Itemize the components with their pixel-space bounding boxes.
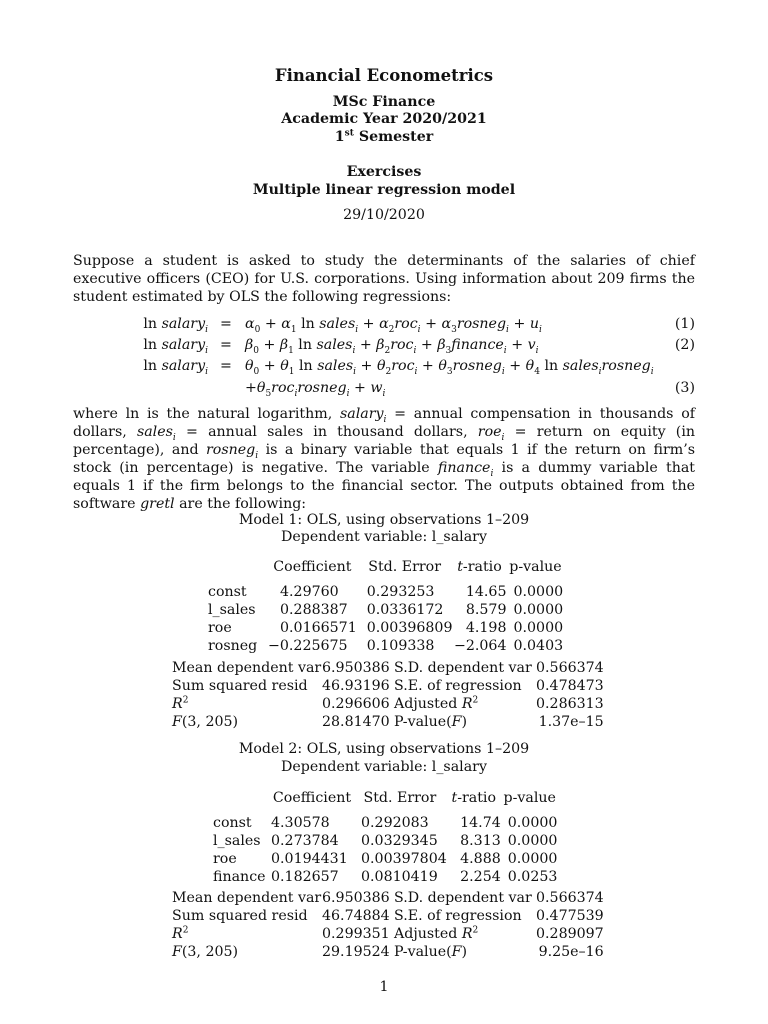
column-header: t-ratio xyxy=(457,559,502,575)
equation-equals: = xyxy=(220,358,232,374)
semester-number: 1 xyxy=(334,129,345,145)
model-1-coefficients-table xyxy=(208,558,564,655)
equation-lhs: ln salary$_i$ xyxy=(143,337,208,356)
intro-text: Suppose a student is asked to study the determinants of the salaries of chief executive officers (CEO) for U.S. corporations. Using information about 209 firms the student estimated by OLS the following regressions: xyxy=(73,253,695,305)
model-1-stats-table xyxy=(172,659,604,731)
page-number: 1 xyxy=(379,979,389,995)
course-title: Financial Econometrics xyxy=(274,66,494,85)
table-row: l_sales 0.273784 0.0329345 8.313 0.0000 xyxy=(213,833,558,849)
column-header: p-value xyxy=(503,790,556,806)
model-2-coefficients-table xyxy=(213,789,559,886)
equation-number: (3) xyxy=(674,380,695,396)
equation-2 xyxy=(0,336,768,354)
program-name: MSc Finance xyxy=(332,94,436,110)
equation-number: (2) xyxy=(674,337,695,353)
model-2-stats-table xyxy=(172,889,604,961)
equation-lhs: ln salary$_i$ xyxy=(143,316,208,335)
column-header: Coefficient xyxy=(272,790,352,806)
equation-number: (1) xyxy=(674,316,695,332)
column-header: Std. Error xyxy=(368,559,441,575)
model-2-dependent: Dependent variable: l_salary xyxy=(281,759,487,775)
table-row: Mean dependent var 6.950386 S.D. dependent var 0.566374 xyxy=(172,890,604,906)
column-header: Coefficient xyxy=(273,559,352,575)
model-1-dependent: Dependent variable: l_salary xyxy=(281,529,487,545)
document-date: 29/10/2020 xyxy=(343,207,425,223)
equation-lhs: ln salary$_i$ xyxy=(143,358,208,377)
table-row: $R^2$ 0.296606 Adjusted $R^2$ 0.286313 xyxy=(172,695,604,712)
equation-3 xyxy=(0,357,768,375)
table-row: const 4.29760 0.293253 14.65 0.0000 xyxy=(208,584,564,600)
table-row: l_sales 0.288387 0.0336172 8.579 0.0000 xyxy=(208,602,564,618)
column-header: Std. Error xyxy=(363,790,437,806)
column-header: t-ratio xyxy=(451,790,497,806)
equation-equals: = xyxy=(220,316,232,332)
equation-rhs: $\beta_0 + \beta_1$ ln sales$_i$ + $\beta_2roc_i$ + $\beta_3finance_i + v_i$ xyxy=(245,337,539,356)
equation-equals: = xyxy=(220,337,232,353)
semester-suffix: st xyxy=(344,128,354,139)
table-row: $R^2$ 0.299351 Adjusted $R^2$ 0.289097 xyxy=(172,925,604,942)
table-row: Sum squared resid 46.93196 S.E. of regression 0.478473 xyxy=(172,678,604,694)
table-row: finance 0.182657 0.0810419 2.254 0.0253 xyxy=(213,869,558,885)
topic-title: Multiple linear regression model xyxy=(252,182,516,198)
table-header-row xyxy=(213,789,559,807)
table-row: const 4.30578 0.292083 14.74 0.0000 xyxy=(213,815,558,831)
table-row: Sum squared resid 46.74884 S.E. of regression 0.477539 xyxy=(172,908,604,924)
semester-word: Semester xyxy=(358,129,434,145)
table-row: Mean dependent var 6.950386 S.D. dependent var 0.566374 xyxy=(172,660,604,676)
section-title: Exercises xyxy=(346,164,422,180)
model-1-title: Model 1: OLS, using observations 1–209 xyxy=(238,512,530,528)
equation-rhs: $+\theta_5roc_irosneg_i + w_i$ xyxy=(245,380,386,399)
column-header: p-value xyxy=(509,559,562,575)
academic-year: Academic Year 2020/2021 xyxy=(281,111,487,127)
table-row: rosneg −0.225675 0.109338 −2.064 0.0403 xyxy=(208,638,564,654)
equation-rhs: $\theta_0 + \theta_1$ ln sales$_i$ + $\theta_2roc_i$ + $\theta_3rosneg_i + \theta_4$ ln sales$_i$rosneg$_i$ xyxy=(245,358,654,377)
equation-rhs: $\alpha_0 + \alpha_1$ ln sales$_i$ + $\alpha_2roc_i$ + $\alpha_3rosneg_i + u_i$ xyxy=(245,316,542,335)
equation-3-continued xyxy=(0,379,768,397)
intro-paragraph xyxy=(73,252,695,306)
semester xyxy=(0,128,768,146)
table-row: F(3, 205) 29.19524 P-value(F) 9.25e–16 xyxy=(172,944,604,960)
explanation-paragraph: where ln is the natural logarithm, salary$_i$ = annual compensation in thousands of dollars, sales$_i$ = annual sales in thousand dollars, roe$_i$ = return on equity (in percentage), and rosneg$_i$ is a binary variable that equals 1 if the return on firm’s stock (in percentage) is negative. The variable finance$_i$ is a dummy variable that equals 1 if the firm belongs to the financial sector. The outputs obtained from the software gretl are the following: xyxy=(73,406,696,512)
table-row: roe 0.0194431 0.00397804 4.888 0.0000 xyxy=(213,851,558,867)
table-row: roe 0.0166571 0.00396809 4.198 0.0000 xyxy=(208,620,564,636)
table-row: F(3, 205) 28.81470 P-value(F) 1.37e–15 xyxy=(172,714,604,730)
model-2-title: Model 2: OLS, using observations 1–209 xyxy=(238,741,530,757)
table-header-row xyxy=(208,558,564,576)
equation-1 xyxy=(0,315,768,333)
